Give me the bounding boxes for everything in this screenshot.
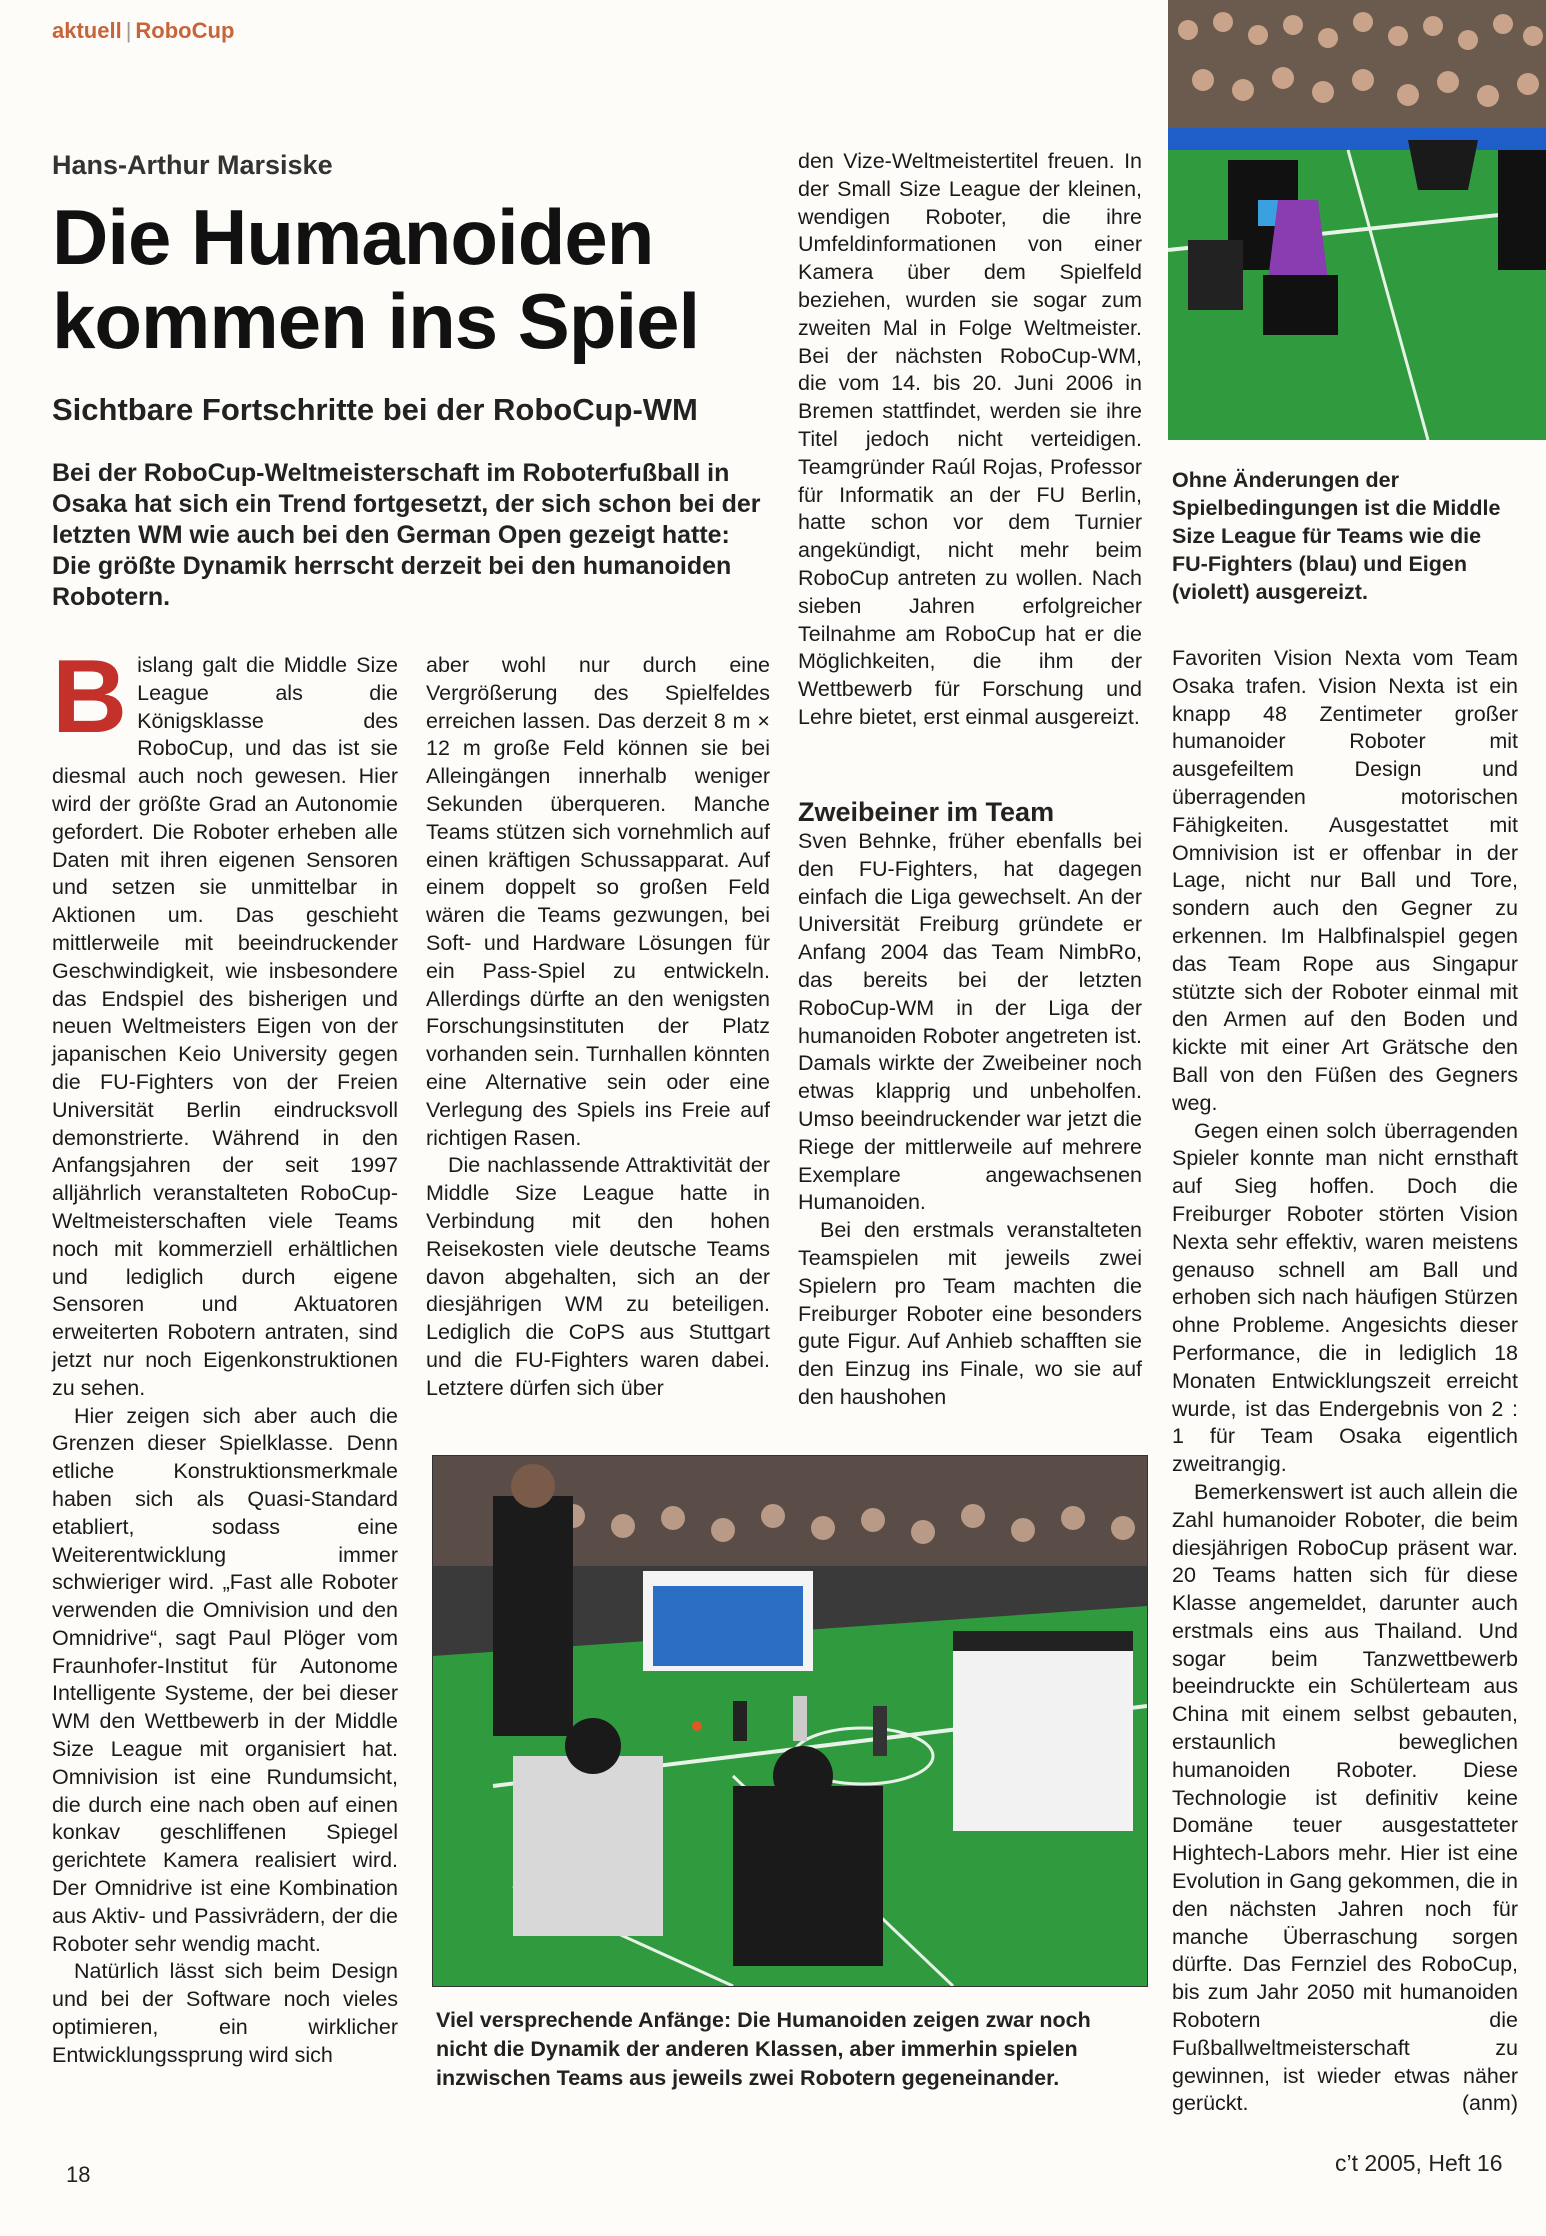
paragraph: Bei den erstmals veranstalteten Teamspielen mit jeweils zwei Spielern pro Team machten die Freiburger Roboter eine besonders gute Figur. Auf Anhieb schafften sie den Einzug ins Finale, wo sie auf den haushohen: [798, 1218, 1142, 1409]
article-lead: Bei der RoboCup-Weltmeisterschaft im Roboterfußball in Osaka hat sich ein Trend fortgesetzt, der sich schon bei der letzten WM wie auch bei den German Open gezeigt hatte: Die größte Dynamik herrscht derzeit bei den humanoiden Robotern.: [52, 459, 761, 611]
paragraph: [52, 639, 398, 1403]
paragraph-text: islang galt die Middle Size League als die Königsklasse des RoboCup, und das ist sie diesmal auch noch gewesen. Hier wird der größte Grad an Autonomie gefordert. Die Roboter erheben alle Daten mit ihren eigenen Sensoren und setzen sie unmittelbar in Aktionen um. Das geschieht mittlerweile mit beeindruckender Geschwindigkeit, wie insbesondere das Endspiel des bisherigen und neuen Weltmeisters Eigen von der japanischen Keio University gegen die FU-Fighters von der Freien Universität Berlin eindrucksvoll demonstrierte. Während in den Anfangsjahren der seit 1997 alljährlich veranstalteten RoboCup-Weltmeisterschaften viele Teams noch mit kommerziell erhältlichen und lediglich durch eigene Sensoren und Aktuatoren erweiterten Robotern antraten, sind jetzt nur noch Eigenkonstruktionen zu sehen.: [52, 653, 398, 1400]
photo-caption-middle: Viel versprechende Anfänge: Die Humanoiden zeigen zwar noch nicht die Dynamik der anderen Klassen, aber immerhin spielen inzwischen Teams aus jeweils zwei Robotern gegeneinander.: [436, 2008, 1091, 2090]
text-column-2: [426, 652, 770, 1403]
paragraph: den Vize-Weltmeistertitel freuen. In der Small Size League der kleinen, wendigen Roboter, die ihre Umfeldinformationen von einer Kamera über dem Spielfeld beziehen, wurden sie sogar zum zweiten Mal in Folge Weltmeister. Bei der nächsten RoboCup-WM, die vom 14. bis 20. Juni 2006 in Bremen stattfindet, werden sie ihre Titel jedoch nicht verteidigen. Teamgründer Raúl Rojas, Professor für Informatik an der FU Berlin, hatte schon vor dem Turnier angekündigt, nicht mehr beim RoboCup antreten zu wollen. Nach sieben Jahren erfolgreicher Teilnahme am RoboCup hat er die Möglichkeiten, die ihm der Wettbewerb für Forschung und Lehre bietet, erst einmal ausgereizt.: [798, 149, 1142, 729]
text-column-4: [1172, 645, 1518, 2118]
section-tag: [52, 18, 234, 44]
article-subtitle: Sichtbare Fortschritte bei der RoboCup-WM: [52, 392, 698, 427]
author-initials: (anm): [1461, 2091, 1518, 2116]
drop-cap: B: [52, 639, 128, 755]
photo-humanoid-league: [432, 1455, 1148, 1987]
photo-caption-top: Ohne Änderungen der Spielbedingungen ist die Middle Size League für Teams wie die FU-Fighters (blau) und Eigen (violett) ausgereizt.: [1172, 468, 1501, 604]
page-number: 18: [66, 2162, 91, 2187]
paragraph: Hier zeigen sich aber auch die Grenzen dieser Spielklasse. Denn etliche Konstruktionsmerkmale haben sich als Quasi-Standard etabliert, sodass eine Weiterentwicklung immer schwieriger wird. „Fast alle Roboter verwenden die Omnivision und den Omnidrive“, sagt Paul Plöger vom Fraunhofer-Institut für Autonome Intelligente Systeme, der bei dieser WM den Wettbewerb in der Middle Size League mit organisiert hat. Omnivision ist eine Rundumsicht, die durch eine nach oben auf einen konkav geschliffenen Spiegel gerichtete Kamera realisiert wird. Der Omnidrive ist eine Kombination aus Aktiv- und Passivrädern, der die Roboter sehr wendig macht.: [52, 1403, 398, 1956]
headline-line-1: Die Humanoiden: [52, 193, 654, 281]
paragraph: Gegen einen solch überragenden Spieler konnte man nicht ernsthaft auf Sieg hoffen. Doch die Freiburger Roboter störten Vision Nexta sehr effektiv, waren meistens genauso schnell am Ball und erhoben sich nach häufigen Stürzen ohne Probleme. Angesichts dieser Performance, die in lediglich 18 Monaten Entwicklungszeit erreicht wurde, ist das Endergebnis von 2 : 1 für Team Osaka eigentlich zweitrangig.: [1172, 1118, 1518, 1477]
paragraph: Sven Behnke, früher ebenfalls bei den FU-Fighters, hat dagegen einfach die Liga gewechselt. An der Universität Freiburg gründete er Anfang 2004 das Team NimbRo, das bereits bei der letzten RoboCup-WM in der Liga der humanoiden Roboter angetreten ist. Damals wirkte der Zweibeiner noch etwas klapprig und unbeholfen. Umso beeindruckender war jetzt die Riege der mittlerweile auf mehrere Exemplare angewachsenen Humanoiden.: [798, 829, 1142, 1215]
text-column-3: [798, 148, 1142, 732]
topic-label: RoboCup: [135, 18, 235, 43]
text-column-3-continued: [798, 828, 1142, 1412]
photo-middle-size-league-image: [1168, 0, 1546, 440]
photo-middle-size-league: [1168, 0, 1546, 440]
section-label: aktuell: [52, 18, 122, 43]
paragraph: Die nachlassende Attraktivität der Middle Size League hatte in Verbindung mit den hohen Reisekosten viele deutsche Teams davon abgehalten, sich an der diesjährigen WM zu beteiligen. Lediglich die CoPS aus Stuttgart und die FU-Fighters waren dabei. Letztere dürfen sich über: [426, 1153, 770, 1400]
author-name: Hans-Arthur Marsiske: [52, 150, 333, 180]
section-heading: Zweibeiner im Team: [798, 797, 1055, 827]
paragraph-text: Bemerkenswert ist auch allein die Zahl humanoider Roboter, die beim diesjährigen RoboCup präsent war. 20 Teams hatten sich für diese Klasse angemeldet, darunter auch erstmals eins aus Thailand. Und sogar beim Tanzwettbewerb beeindruckte ein Schülerteam aus China mit einem selbst gebauten, erstaunlich beweglichen humanoiden Roboter. Diese Technologie ist definitiv keine Domäne teuer ausgestatteter Hightech-Labors mehr. Hier ist eine Evolution in Gang gekommen, die in den nächsten Jahren noch für manche Überraschung sorgen dürfte. Das Fernziel des RoboCup, bis zum Jahr 2050 mit humanoiden Robotern die Fußballweltmeisterschaft zu gewinnen, ist wieder etwas näher gerückt.: [1172, 1479, 1518, 2116]
photo-humanoid-league-image: [433, 1456, 1147, 1986]
text-column-1: [52, 639, 398, 2070]
paragraph: Favoriten Vision Nexta vom Team Osaka trafen. Vision Nexta ist ein knapp 48 Zentimeter großer humanoider Roboter mit ausgefeiltem Design und überragenden motorischen Fähigkeiten. Ausgestattet mit Omnivision ist er offenbar in der Lage, nicht nur Ball und Tore, sondern auch den Gegner zu erkennen. Im Halbfinalspiel gegen das Team Rope aus Singapur stützte sich der Roboter einmal mit den Armen auf den Boden und kickte mit einer Art Grätsche den Ball von den Füßen des Gegners weg.: [1172, 646, 1518, 1115]
paragraph: [1172, 1479, 1518, 2118]
paragraph: Natürlich lässt sich beim Design und bei der Software noch vieles optimieren, ein wirklicher Entwicklungssprung wird sich: [52, 1959, 398, 2067]
paragraph: aber wohl nur durch eine Vergrößerung des Spielfeldes erreichen lassen. Das derzeit 8 m × 12 m große Feld können sie bei Alleingängen innerhalb weniger Sekunden überqueren. Manche Teams stützen sich vornehmlich auf einen kräftigen Schussapparat. Auf einem doppelt so großen Feld wären die Teams gezwungen, bei Soft- und Hardware Lösungen für ein Pass-Spiel zu entwickeln. Allerdings dürfte an den wenigsten Forschungsinstituten der Platz vorhanden sein. Turnhallen könnten eine Alternative sein oder eine Verlegung des Spiels ins Freie auf richtigen Rasen.: [426, 653, 770, 1150]
magazine-issue: c’t 2005, Heft 16: [1335, 2150, 1503, 2176]
section-separator: |: [125, 18, 132, 43]
headline-line-2: kommen ins Spiel: [52, 277, 700, 365]
article-headline: [52, 195, 772, 363]
